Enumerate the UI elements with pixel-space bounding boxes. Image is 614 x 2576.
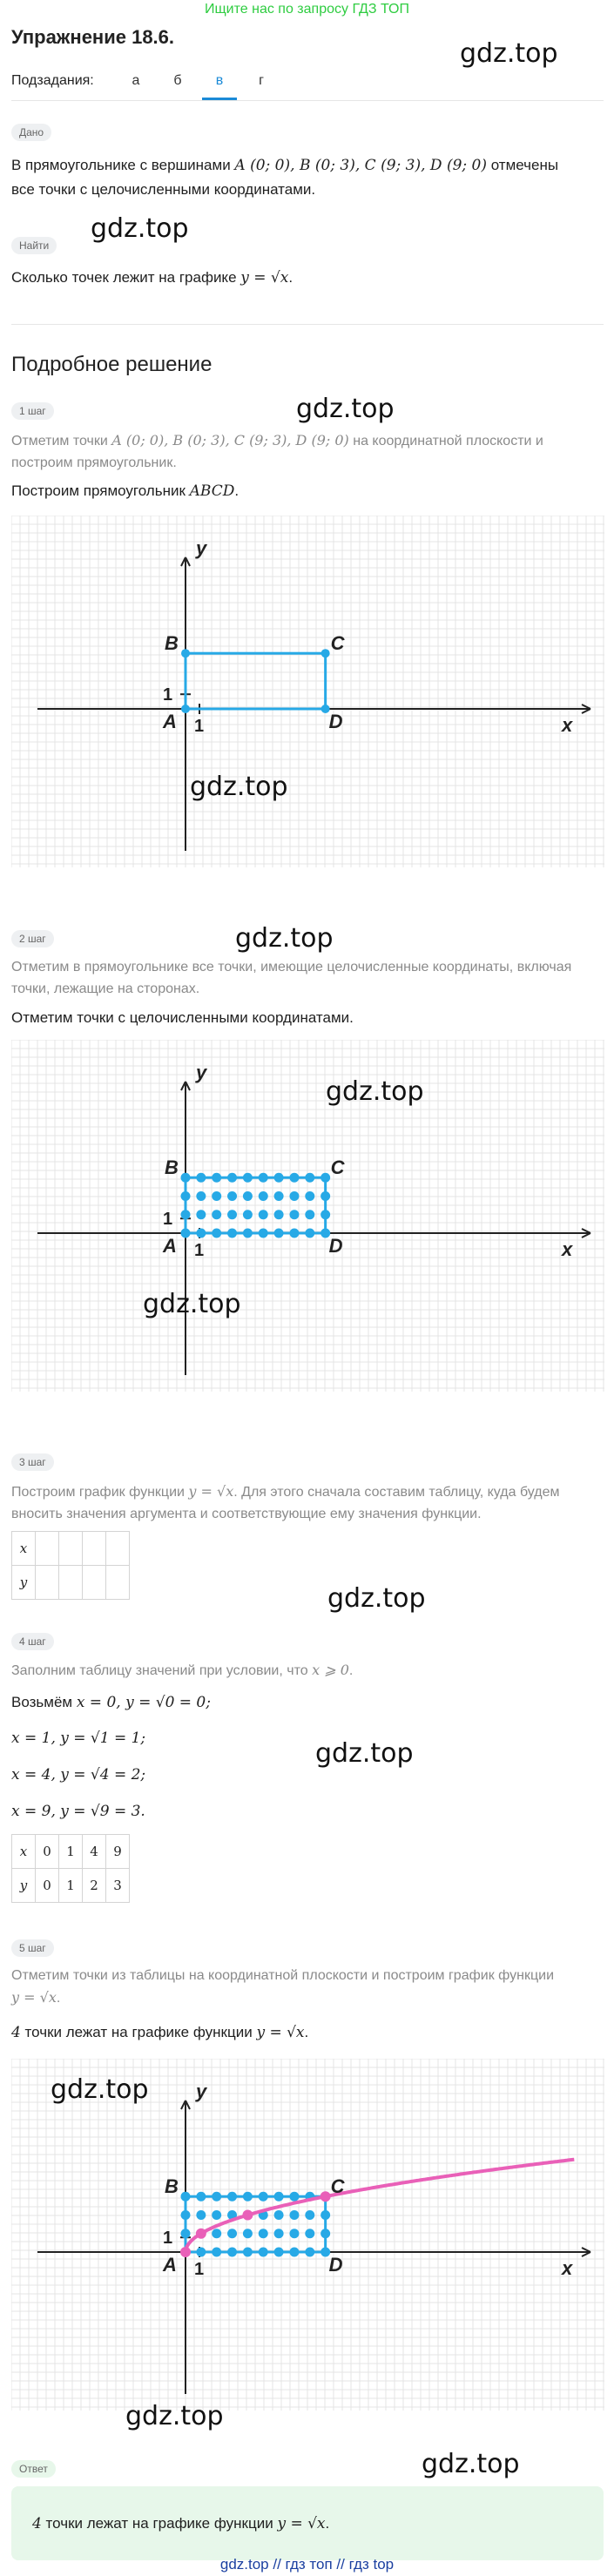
step4-line1-pre: Возьмём [11, 1694, 77, 1710]
given-text-post: отмечены [486, 157, 559, 173]
step1-text-math: ABCD [189, 482, 235, 500]
x-axis-label: x [562, 1238, 573, 1260]
integer-point [196, 2210, 206, 2220]
integer-point [289, 1210, 299, 1219]
table-cell: 0 [36, 1835, 59, 1869]
x-tick-label-1: 1 [194, 1241, 205, 1260]
step4-description [11, 1659, 353, 1682]
step5-text-post: точки лежат на графике функции [20, 2024, 257, 2040]
vertex-point [321, 649, 330, 657]
point-a-label: A [163, 1235, 177, 1257]
x-axis-label: x [562, 2257, 573, 2279]
integer-point [320, 1191, 330, 1201]
point-a-label: A [163, 2254, 177, 2276]
step4-gray-post: . [348, 1663, 354, 1678]
sqrt-curve [186, 2160, 574, 2252]
table-row [12, 1869, 130, 1903]
integer-point [196, 2192, 206, 2202]
integer-point [181, 1191, 191, 1201]
watermark: gdz.top [460, 38, 558, 69]
empty-value-table [11, 1531, 130, 1600]
table-cell: 3 [106, 1869, 130, 1903]
integer-point [259, 1210, 268, 1219]
integer-point [227, 1210, 237, 1219]
step5-gray-math: y = √x [11, 1989, 57, 2006]
integer-point [274, 2192, 284, 2202]
integer-point [274, 2248, 284, 2257]
step1-gray-math: A (0; 0), B (0; 3), C (9; 3), D (9; 0) [111, 432, 349, 448]
y-axis-label: y [196, 1062, 207, 1083]
integer-point [243, 1173, 253, 1183]
integer-point [212, 2248, 221, 2257]
table-cell [59, 1532, 83, 1566]
step5-gray-line1: Отметим точки из таблицы на координатной плоскости и построим график функции [11, 1968, 555, 1983]
integer-point [212, 1173, 221, 1183]
table-row-label: y [12, 1869, 36, 1903]
integer-point [212, 2229, 221, 2238]
integer-point [259, 2192, 268, 2202]
integer-point [289, 2248, 299, 2257]
table-cell [36, 1532, 59, 1566]
table-cell: 0 [36, 1869, 59, 1903]
step4-badge: 4 шаг [11, 1633, 54, 1650]
integer-point [320, 1210, 330, 1219]
step5-badge: 5 шаг [11, 1939, 54, 1957]
integer-point [289, 2229, 299, 2238]
integer-point [305, 1173, 314, 1183]
footer-separator: // [273, 2556, 281, 2573]
footer-link-1[interactable]: gdz.top [219, 2556, 269, 2573]
integer-point [212, 2210, 221, 2220]
footer-link-2[interactable]: гдз топ [285, 2556, 333, 2573]
table-cell: 1 [59, 1835, 83, 1869]
integer-point [259, 2229, 268, 2238]
table-cell [83, 1532, 106, 1566]
step2-badge: 2 шаг [11, 930, 54, 947]
step3-badge: 3 шаг [11, 1453, 54, 1471]
graph-point [196, 2229, 206, 2239]
point-b-label: B [165, 1157, 179, 1179]
answer-count: 4 [32, 2515, 42, 2532]
point-b-label: B [165, 2175, 179, 2198]
step4-line1-math: x = 0, y = √0 = 0; [76, 1694, 211, 1711]
integer-point [212, 1210, 221, 1219]
point-d-label: D [328, 2254, 343, 2276]
watermark: gdz.top [125, 2401, 224, 2431]
given-text-pre: В прямоугольнике с вершинами [11, 157, 235, 173]
integer-point [259, 1191, 268, 1201]
graph-step5 [11, 2059, 604, 2411]
footer-links [0, 2556, 614, 2573]
integer-point [274, 2229, 284, 2238]
integer-point [196, 1173, 206, 1183]
step1-gray-line2: построим прямоугольник. [11, 455, 177, 470]
step3-description [11, 1480, 612, 1525]
y-tick-label-1: 1 [163, 2229, 173, 2248]
table-cell: 9 [106, 1835, 130, 1869]
integer-point [320, 1173, 330, 1183]
watermark: gdz.top [143, 1289, 241, 1319]
step2-description [11, 956, 612, 1000]
tab-v[interactable]: в [215, 73, 224, 88]
footer-link-3[interactable]: гдз top [348, 2556, 395, 2573]
graph-step2 [11, 1040, 604, 1392]
integer-point [243, 1210, 253, 1219]
integer-point [227, 2229, 237, 2238]
integer-point [274, 1191, 284, 1201]
integer-point [196, 1210, 206, 1219]
y-axis-label: y [196, 537, 207, 559]
step2-gray-line1: Отметим в прямоугольнике все точки, имеющие целочисленные координаты, включая [11, 960, 572, 974]
graph-point [242, 2209, 253, 2220]
step4-line2: x = 1, y = √1 = 1; [11, 1730, 146, 1747]
integer-point [289, 2210, 299, 2220]
table-cell [59, 1566, 83, 1600]
table-row [12, 1566, 130, 1600]
integer-point [227, 2248, 237, 2257]
integer-point [305, 2248, 314, 2257]
step4-line1 [11, 1690, 211, 1715]
step3-gray-post: . Для этого сначала составим таблицу, куда будем [233, 1485, 560, 1500]
point-c-label: C [330, 632, 345, 655]
integer-point [243, 1191, 253, 1201]
integer-point [305, 1229, 314, 1238]
table-cell: 4 [83, 1835, 106, 1869]
point-b-label: B [165, 632, 179, 655]
divider [11, 324, 604, 325]
watermark: gdz.top [190, 772, 288, 802]
answer-function: y = √x [277, 2515, 326, 2532]
x-tick-label-1: 1 [194, 717, 205, 736]
integer-point [320, 2229, 330, 2238]
watermark: gdz.top [51, 2074, 149, 2105]
integer-point [305, 1191, 314, 1201]
integer-point [305, 2210, 314, 2220]
given-text [11, 153, 608, 201]
x-axis-label: x [562, 714, 573, 736]
table-row-label: x [12, 1532, 36, 1566]
point-c-label: C [330, 1157, 345, 1179]
step1-description [11, 429, 612, 474]
graph-point [320, 2191, 331, 2202]
answer-text-post: точки лежат на графике функции [41, 2515, 278, 2532]
watermark: gdz.top [235, 923, 334, 954]
integer-point [212, 1229, 221, 1238]
integer-point [181, 1173, 191, 1183]
find-text-pre: Сколько точек лежит на графике [11, 269, 241, 286]
find-badge: Найти [11, 237, 57, 254]
step5-text [11, 2020, 308, 2045]
find-function: y = √x [240, 269, 289, 287]
table-cell: 2 [83, 1869, 106, 1903]
integer-point [196, 2248, 206, 2257]
find-text [11, 266, 293, 290]
watermark: gdz.top [327, 1583, 426, 1614]
step4-line4: x = 9, y = √9 = 3. [11, 1803, 145, 1820]
step4-line3: x = 4, y = √4 = 2; [11, 1766, 146, 1784]
y-tick-label-1: 1 [163, 1210, 173, 1229]
step1-text-post: . [234, 482, 240, 499]
step3-gray-line2: вносить значения аргумента и соответствующие ему значения функции. [11, 1507, 482, 1521]
step4-gray-pre: Заполним таблицу значений при условии, что [11, 1663, 313, 1678]
step1-text [11, 479, 239, 503]
integer-point [243, 1229, 253, 1238]
integer-point [212, 2192, 221, 2202]
table-row-label: x [12, 1835, 36, 1869]
subtasks-label: Подзадания: [11, 73, 94, 88]
given-vertices: A (0; 0), B (0; 3), C (9; 3), D (9; 0) [234, 157, 487, 174]
step5-function: y = √x [256, 2024, 305, 2041]
tab-a[interactable]: а [132, 73, 140, 88]
integer-point [243, 2229, 253, 2238]
find-text-post: . [288, 269, 294, 286]
step5-text-post2: . [304, 2024, 309, 2040]
table-cell [36, 1566, 59, 1600]
vertex-point [181, 649, 190, 657]
table-cell [106, 1566, 130, 1600]
integer-point [289, 1173, 299, 1183]
step1-gray-post: на координатной плоскости и [348, 434, 543, 448]
integer-point [289, 1191, 299, 1201]
integer-point [259, 1173, 268, 1183]
y-tick-label-1: 1 [163, 685, 173, 705]
integer-point [274, 1173, 284, 1183]
watermark: gdz.top [91, 213, 189, 244]
integer-point [181, 1229, 191, 1238]
promo-banner[interactable]: Ищите нас по запросу ГДЗ ТОП [205, 2, 409, 17]
table-cell [106, 1532, 130, 1566]
point-d-label: D [328, 1235, 343, 1257]
table-cell [83, 1566, 106, 1600]
tab-b[interactable]: б [173, 73, 182, 88]
watermark: gdz.top [296, 394, 395, 424]
solution-heading: Подробное решение [11, 353, 213, 376]
table-cell: 1 [59, 1869, 83, 1903]
integer-point [181, 2229, 191, 2238]
step3-gray-pre: Построим график функции [11, 1485, 189, 1500]
point-a-label: A [163, 711, 177, 732]
answer-text-post2: . [325, 2515, 330, 2532]
graph-point [180, 2247, 191, 2257]
x-tick-label-1: 1 [194, 2260, 205, 2279]
table-row [12, 1835, 130, 1869]
step3-gray-math: y = √x [188, 1483, 234, 1500]
integer-point [212, 1191, 221, 1201]
step2-gray-line2: точки, лежащие на сторонах. [11, 981, 200, 996]
integer-point [227, 1191, 237, 1201]
footer-separator: // [336, 2556, 345, 2573]
integer-point [227, 1173, 237, 1183]
integer-point [274, 1229, 284, 1238]
step1-gray-pre: Отметим точки [11, 434, 112, 448]
integer-point [320, 2210, 330, 2220]
integer-point [243, 2248, 253, 2257]
integer-point [243, 2192, 253, 2202]
integer-point [227, 1229, 237, 1238]
integer-point [181, 1210, 191, 1219]
integer-point [259, 1229, 268, 1238]
integer-point [259, 2248, 268, 2257]
integer-point [289, 1229, 299, 1238]
vertex-point [181, 705, 190, 713]
tab-g[interactable]: г [259, 73, 264, 88]
table-row [12, 1532, 130, 1566]
integer-point [196, 1191, 206, 1201]
watermark: gdz.top [315, 1738, 414, 1769]
step4-gray-math: x ⩾ 0 [312, 1662, 349, 1678]
integer-point [181, 2210, 191, 2220]
divider [11, 100, 604, 101]
given-text-line2: все точки с целочисленными координатами. [11, 181, 316, 198]
integer-point [274, 1210, 284, 1219]
step1-badge: 1 шаг [11, 402, 54, 420]
integer-point [274, 2210, 284, 2220]
answer-text [32, 2512, 329, 2536]
integer-point [305, 2229, 314, 2238]
step5-gray-post: . [56, 1991, 61, 2006]
integer-point [196, 1229, 206, 1238]
integer-point [305, 1210, 314, 1219]
integer-point [289, 2192, 299, 2202]
point-c-label: C [330, 2175, 345, 2198]
watermark: gdz.top [326, 1076, 424, 1107]
y-axis-label: y [196, 2080, 207, 2102]
integer-point [181, 2192, 191, 2202]
watermark: gdz.top [422, 2449, 520, 2479]
exercise-title: Упражнение 18.6. [11, 26, 175, 48]
graph-step1 [11, 516, 604, 867]
point-d-label: D [328, 711, 343, 732]
step1-text-pre: Построим прямоугольник [11, 482, 190, 499]
step5-count: 4 [11, 2024, 21, 2041]
given-badge: Дано [11, 124, 51, 141]
integer-point [227, 2192, 237, 2202]
step5-description [11, 1965, 612, 2009]
value-table [11, 1834, 130, 1903]
table-row-label: y [12, 1566, 36, 1600]
step2-text: Отметим точки с целочисленными координатами. [11, 1009, 354, 1026]
answer-badge: Ответ [11, 2460, 56, 2478]
